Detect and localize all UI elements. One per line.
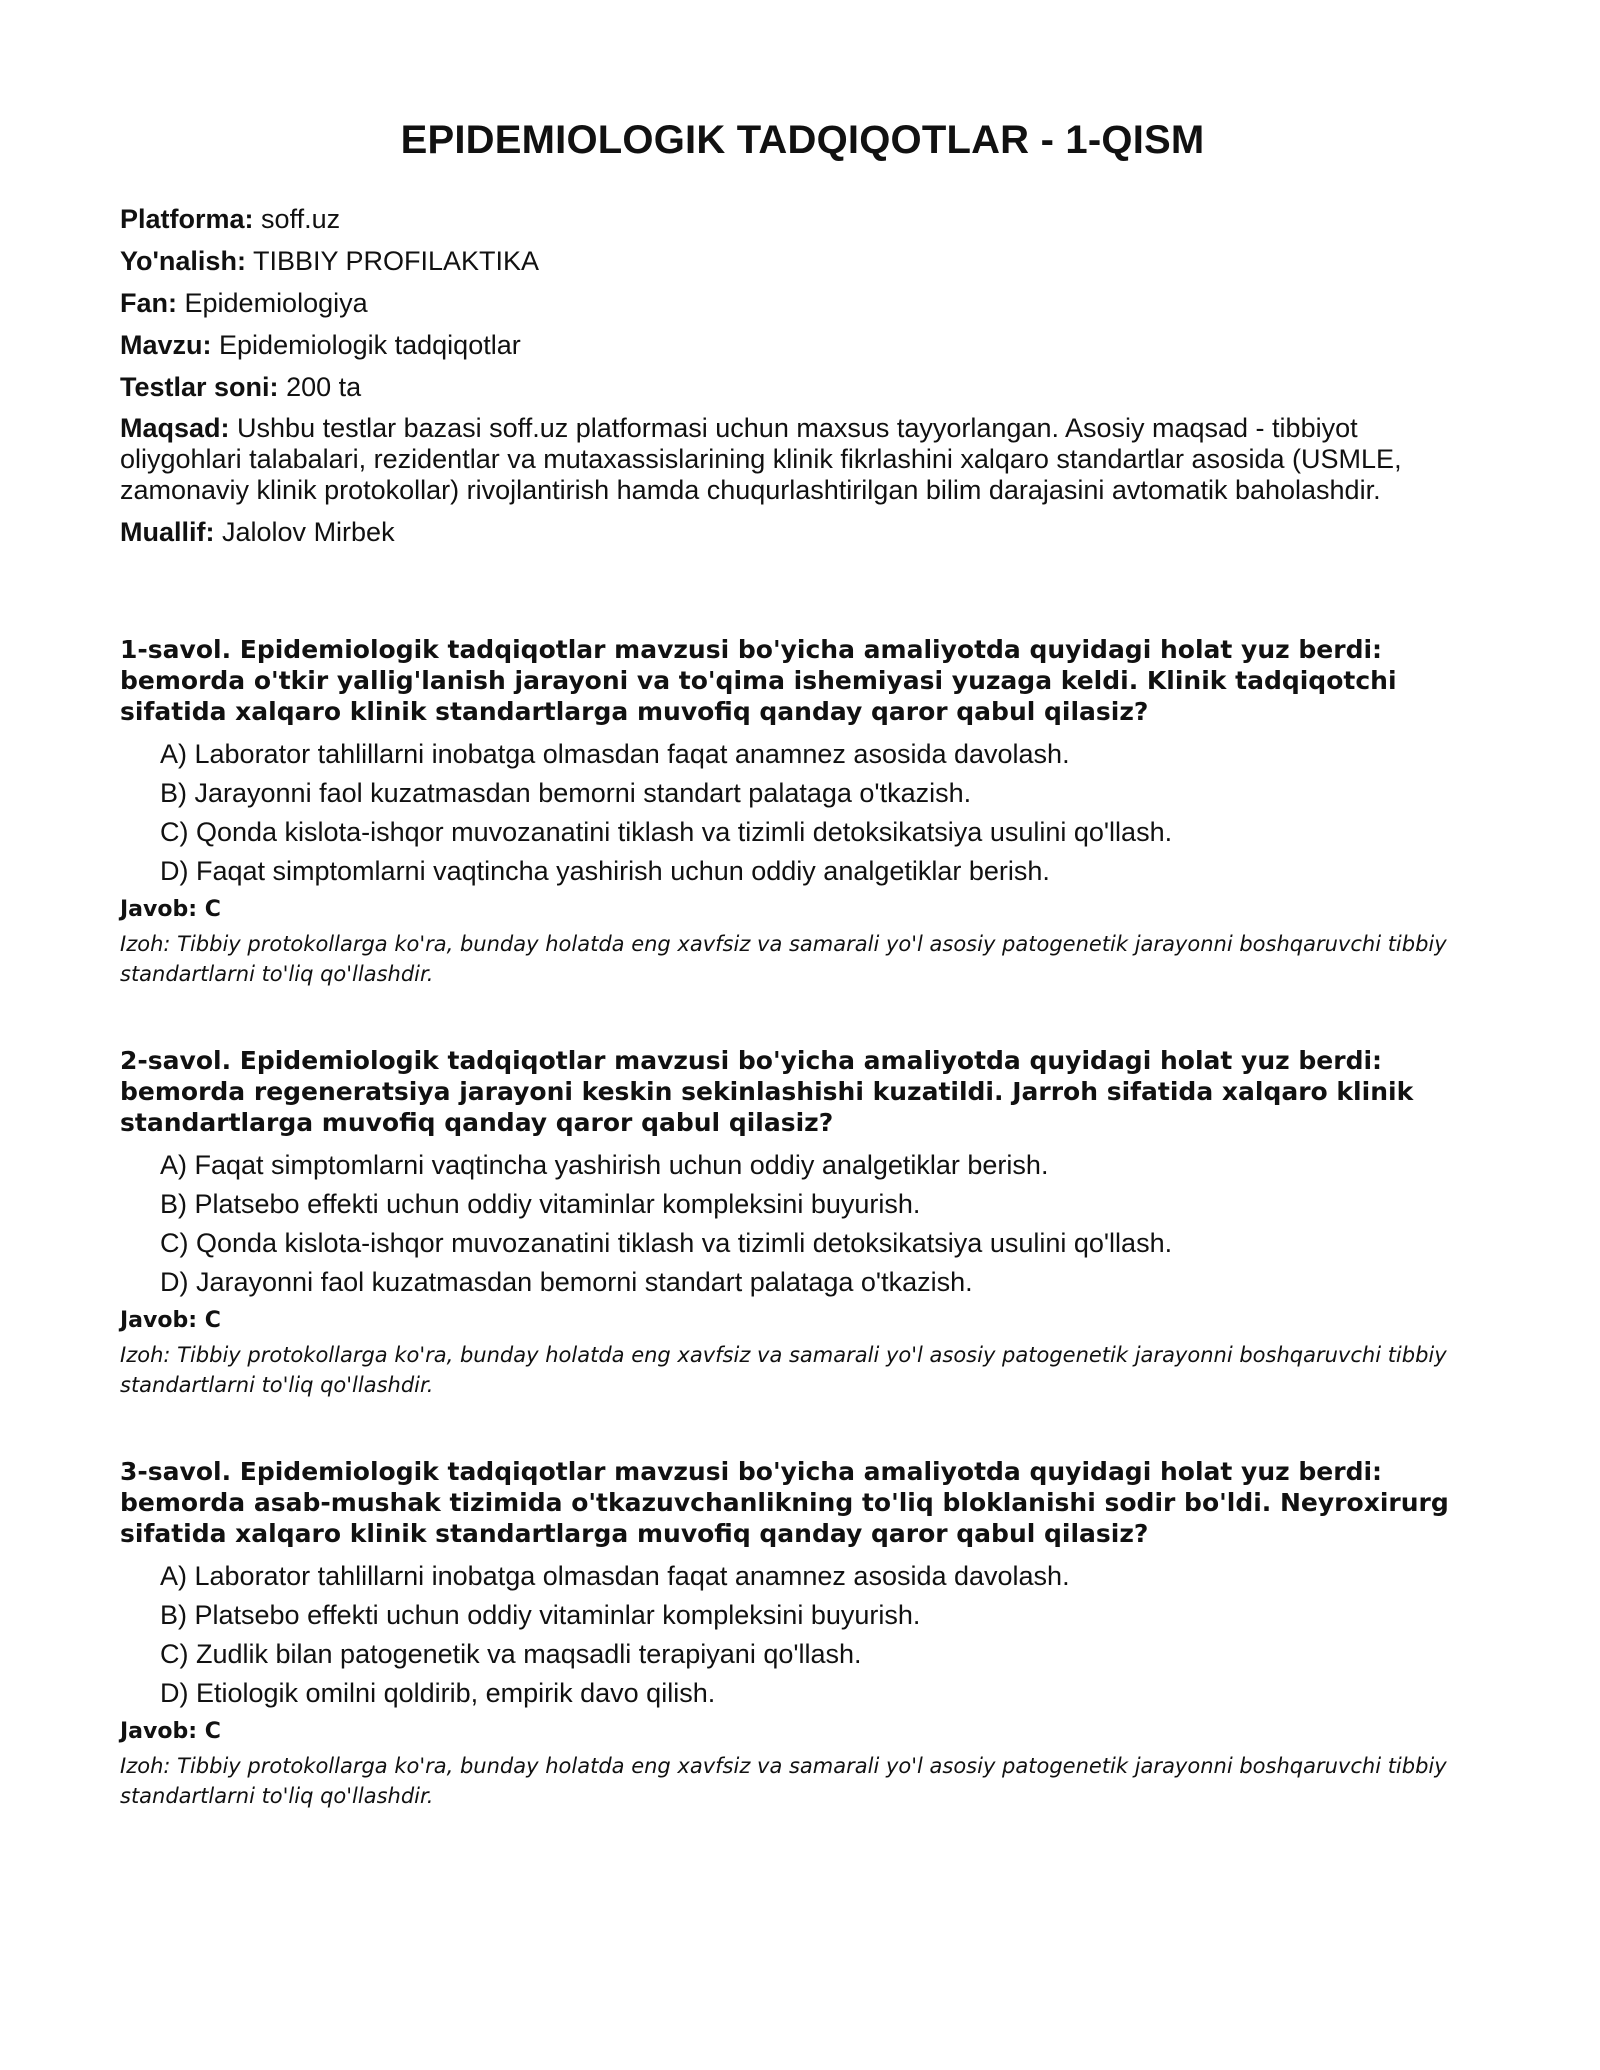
- meta-value: TIBBIY PROFILAKTIKA: [252, 246, 540, 276]
- question-list: [120, 634, 1485, 1811]
- answer-key: Javob: C: [120, 897, 221, 922]
- meta-purpose: [120, 413, 1485, 506]
- answer-options: [120, 1150, 1485, 1298]
- question-3: [120, 1456, 1485, 1811]
- option-b: B) Jarayonni faol kuzatmasdan bemorni standart palataga o'tkazish.: [160, 778, 972, 808]
- document-metadata: [120, 203, 1485, 548]
- meta-value: Epidemiologiya: [184, 288, 368, 318]
- meta-key: Mavzu:: [120, 330, 212, 360]
- meta-topic: [120, 329, 1485, 361]
- answer-key: Javob: C: [120, 1308, 221, 1333]
- meta-value: Jalolov Mirbek: [222, 517, 395, 547]
- answer-key: Javob: C: [120, 1719, 221, 1744]
- option-a: A) Faqat simptomlarni vaqtincha yashirish uchun oddiy analgetiklar berish.: [160, 1150, 1049, 1180]
- question-2: [120, 1045, 1485, 1400]
- meta-value: soff.uz: [261, 204, 341, 234]
- meta-value: Epidemiologik tadqiqotlar: [219, 330, 521, 360]
- answer-explanation: Izoh: Tibbiy protokollarga ko'ra, bunday holatda eng xavfsiz va samarali yo'l asosiy patogenetik jarayonni boshqaruvchi tibbiy standartlarni to'liq qo'llashdir.: [120, 932, 1447, 986]
- option-c: C) Qonda kislota-ishqor muvozanatini tiklash va tizimli detoksikatsiya usulini qo'llash.: [160, 817, 1173, 847]
- meta-key: Maqsad:: [120, 413, 230, 443]
- option-c: C) Qonda kislota-ishqor muvozanatini tiklash va tizimli detoksikatsiya usulini qo'llash.: [160, 1228, 1173, 1258]
- answer-options: [120, 739, 1485, 887]
- option-b: B) Platsebo effekti uchun oddiy vitaminlar kompleksini buyurish.: [160, 1189, 921, 1219]
- meta-author: [120, 516, 1485, 548]
- option-a: A) Laborator tahlillarni inobatga olmasdan faqat anamnez asosida davolash.: [160, 739, 1070, 769]
- meta-test-count: [120, 371, 1485, 403]
- answer-explanation: Izoh: Tibbiy protokollarga ko'ra, bunday holatda eng xavfsiz va samarali yo'l asosiy patogenetik jarayonni boshqaruvchi tibbiy standartlarni to'liq qo'llashdir.: [120, 1343, 1447, 1397]
- option-b: B) Platsebo effekti uchun oddiy vitaminlar kompleksini buyurish.: [160, 1600, 921, 1630]
- meta-key: Platforma:: [120, 204, 254, 234]
- meta-value: 200 ta: [286, 372, 362, 402]
- meta-key: Testlar soni:: [120, 372, 279, 402]
- option-d: D) Faqat simptomlarni vaqtincha yashirish uchun oddiy analgetiklar berish.: [160, 856, 1050, 886]
- document-title: EPIDEMIOLOGIK TADQIQOTLAR - 1-QISM: [400, 118, 1205, 162]
- meta-subject: [120, 287, 1485, 319]
- meta-platform: [120, 203, 1485, 235]
- answer-explanation: Izoh: Tibbiy protokollarga ko'ra, bunday holatda eng xavfsiz va samarali yo'l asosiy patogenetik jarayonni boshqaruvchi tibbiy standartlarni to'liq qo'llashdir.: [120, 1754, 1447, 1808]
- option-d: D) Etiologik omilni qoldirib, empirik davo qilish.: [160, 1678, 716, 1708]
- document-page: [120, 118, 1485, 1867]
- question-text: 1-savol. Epidemiologik tadqiqotlar mavzusi bo'yicha amaliyotda quyidagi holat yuz berdi: bemorda o'tkir yallig'lanish jarayoni va to'qima ishemiyasi yuzaga keldi. Klinik tadqiqotchi sifatida xalqaro klinik standartlarga muvofiq qanday qaror qabul qilasiz?: [120, 635, 1397, 726]
- meta-value: Ushbu testlar bazasi soff.uz platformasi uchun maxsus tayyorlangan. Asosiy maqsad - tibbiyot oliygohlari talabalari, rezidentlar va mutaxassislarining klinik fikrlashini xalqaro standartlar asosida (USMLE, zamonaviy klinik protokollar) rivojlantirish hamda chuqurlashtirilgan bilim darajasini avtomatik baholashdir.: [120, 413, 1402, 505]
- question-text: 2-savol. Epidemiologik tadqiqotlar mavzusi bo'yicha amaliyotda quyidagi holat yuz berdi: bemorda regeneratsiya jarayoni keskin sekinlashishi kuzatildi. Jarroh sifatida xalqaro klinik standartlarga muvofiq qanday qaror qabul qilasiz?: [120, 1046, 1414, 1137]
- question-text: 3-savol. Epidemiologik tadqiqotlar mavzusi bo'yicha amaliyotda quyidagi holat yuz berdi: bemorda asab-mushak tizimida o'tkazuvchanlikning to'liq bloklanishi sodir bo'ldi. Neyroxirurg sifatida xalqaro klinik standartlarga muvofiq qanday qaror qabul qilasiz?: [120, 1457, 1449, 1548]
- meta-key: Fan:: [120, 288, 177, 318]
- meta-key: Yo'nalish:: [120, 246, 246, 276]
- option-a: A) Laborator tahlillarni inobatga olmasdan faqat anamnez asosida davolash.: [160, 1561, 1070, 1591]
- meta-direction: [120, 245, 1485, 277]
- answer-options: [120, 1561, 1485, 1709]
- option-d: D) Jarayonni faol kuzatmasdan bemorni standart palataga o'tkazish.: [160, 1267, 973, 1297]
- question-1: [120, 634, 1485, 989]
- meta-key: Muallif:: [120, 517, 215, 547]
- option-c: C) Zudlik bilan patogenetik va maqsadli terapiyani qo'llash.: [160, 1639, 862, 1669]
